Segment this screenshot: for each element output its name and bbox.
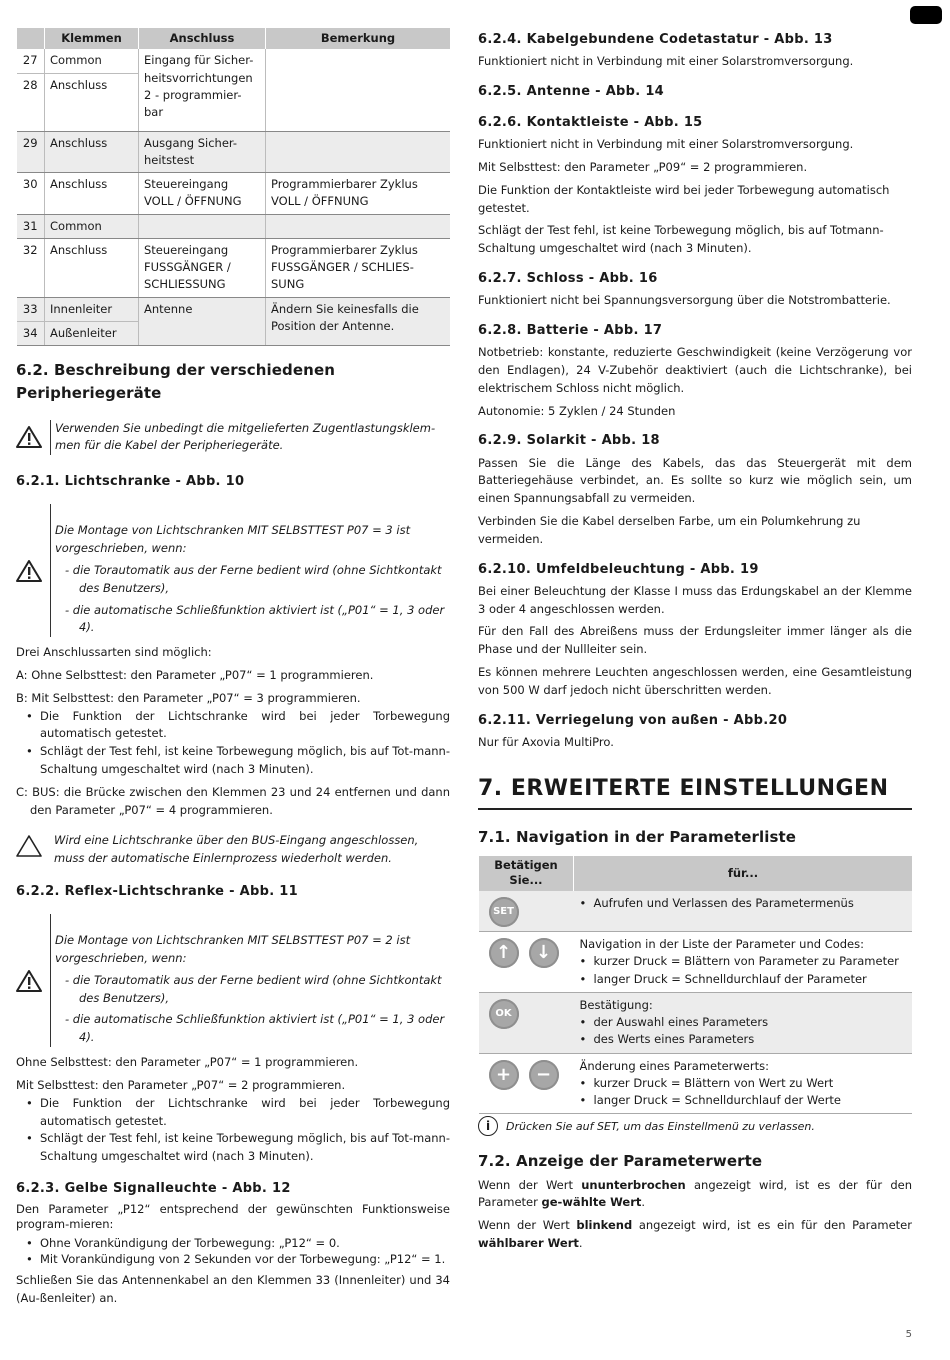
- table-header-blank: [17, 28, 45, 49]
- list-item: • Mit Vorankündigung von 2 Sekunden vor der Torbewegung: „P12“ = 1.: [40, 1251, 450, 1267]
- navigation-table: [478, 856, 912, 1114]
- section-6-2-10-title: 6.2.10. Umfeldbeleuchtung - Abb. 19: [478, 561, 759, 577]
- arrow-up-button[interactable]: [489, 938, 519, 968]
- bullet-list: [16, 1235, 450, 1267]
- info-note: [478, 1116, 912, 1136]
- table-row: 29 Anschluss Ausgang Sicher-heitstest: [17, 131, 451, 173]
- table-row: 32 Anschluss Steuereingang FUSSGÄNGER / SCHLIESSUNG Programmierbarer Zyklus FUSSGÄNGER / SCHLIES-SUNG: [17, 238, 451, 297]
- warning-icon: [16, 425, 42, 449]
- table-header-function: für...: [574, 856, 913, 891]
- terminal-table: [16, 28, 450, 346]
- paragraph: Mit Selbsttest: den Parameter „P07“ = 2 programmieren.: [16, 1077, 346, 1092]
- paragraph: Für den Fall des Abreißens muss der Erdungsleiter immer länger als die Phase und der Nullleiter sein.: [478, 624, 912, 657]
- paragraph: Notbetrieb: konstante, reduzierte Geschwindigkeit (keine Verzögerung vor den Endlagen), 24 V-Zubehör deaktiviert (auch die Lichtschranke), bei elektrischem Schloss nicht möglich.: [478, 345, 912, 395]
- plus-button[interactable]: [489, 1060, 519, 1090]
- caution-triangle-icon: [16, 834, 42, 858]
- table-row: 27 Common Eingang für Sicher-heitsvorrichtungen 2 - programmier-bar: [17, 49, 451, 73]
- warning-item: - die Torautomatik aus der Ferne bedient wird (ohne Sichtkontakt des Benutzers),: [65, 972, 442, 1005]
- paragraph: Drei Anschlussarten sind möglich:: [16, 645, 212, 660]
- paragraph: C: BUS: die Brücke zwischen den Klemmen 23 und 24 entfernen und dann den Parameter „P07“ = 4 programmieren.: [16, 784, 450, 817]
- paragraph: Es können mehrere Leuchten angeschlossen werden, eine Gesamtleistung von 500 W darf jedoch nicht überschritten werden.: [478, 665, 912, 697]
- paragraph: Schlägt der Test fehl, ist keine Torbewegung möglich, bis auf Totmann-Schaltung umgeschaltet wird (nach 3 Minuten).: [478, 223, 884, 256]
- section-6-2-9-title: 6.2.9. Solarkit - Abb. 18: [478, 433, 660, 449]
- left-column: [16, 28, 450, 1308]
- list-item: • der Auswahl eines Parameters: [594, 1014, 907, 1031]
- warning-box: [16, 420, 450, 456]
- table-row: 34 Außenleiter: [17, 321, 451, 345]
- list-item: • Die Funktion der Lichtschranke wird bei jeder Torbewegung automatisch getestet.: [40, 708, 450, 744]
- list-item: • Aufrufen und Verlassen des Parametermenüs: [594, 895, 907, 912]
- bullet-list: [16, 708, 450, 779]
- table-row: 31 Common: [17, 214, 451, 238]
- list-item: • Schlägt der Test fehl, ist keine Torbewegung möglich, bis auf Tot-mann-Schaltung umgeschaltet wird (nach 3 Minuten).: [40, 743, 450, 779]
- paragraph: Funktioniert nicht in Verbindung mit einer Solarstromversorgung.: [478, 137, 854, 152]
- paragraph: Ohne Selbsttest: den Parameter „P07“ = 1 programmieren.: [16, 1055, 359, 1070]
- table-header-klemmen: Klemmen: [45, 28, 139, 49]
- list-item: • Schlägt der Test fehl, ist keine Torbewegung möglich, bis auf Tot-mann-Schaltung umgeschaltet wird (nach 3 Minuten).: [40, 1130, 450, 1166]
- plus-icon: +: [495, 1063, 512, 1085]
- section-6-2-title: 6.2. Beschreibung der verschiedenen Peripheriegeräte: [16, 361, 335, 403]
- table-row: 33 Innenleiter Antenne Ändern Sie keinesfalls die Position der Antenne.: [17, 297, 451, 321]
- section-7-2-title: 7.2. Anzeige der Parameterwerte: [478, 1152, 763, 1171]
- paragraph: Schließen Sie das Antennenkabel an den Klemmen 33 (Innenleiter) und 34 (Au-ßenleiter) an.: [16, 1273, 450, 1305]
- warning-item: - die Torautomatik aus der Ferne bedient wird (ohne Sichtkontakt des Benutzers),: [65, 562, 442, 595]
- list-item: • kurzer Druck = Blättern von Parameter zu Parameter: [594, 953, 907, 970]
- section-6-2-4-title: 6.2.4. Kabelgebundene Codetastatur - Abb. 13: [478, 32, 833, 47]
- section-6-2-5-title: 6.2.5. Antenne - Abb. 14: [478, 83, 665, 99]
- paragraph: Mit Selbsttest: den Parameter „P09“ = 2 programmieren.: [478, 160, 808, 175]
- warning-icon: [16, 559, 42, 583]
- warning-item: - die automatische Schließfunktion aktiviert ist („P01“ = 1, 3 oder 4).: [65, 602, 445, 635]
- table-header-anschluss: Anschluss: [139, 28, 266, 49]
- paragraph: Autonomie: 5 Zyklen / 24 Stunden: [478, 403, 676, 418]
- list-item: • kurzer Druck = Blättern von Wert zu Wert: [594, 1075, 907, 1092]
- paragraph: Funktioniert nicht bei Spannungsversorgung über die Notstrombatterie.: [478, 293, 891, 308]
- arrow-down-button[interactable]: [529, 938, 559, 968]
- list-item: • langer Druck = Schnelldurchlauf der Parameter: [594, 971, 907, 988]
- warning-text: Verwenden Sie unbedingt die mitgelieferten Zugentlastungsklem-men für die Kabel der Peripheriegeräte.: [50, 420, 450, 456]
- table-row: 30 Anschluss Steuereingang VOLL / ÖFFNUNG Programmierbarer Zyklus VOLL / ÖFFNUNG: [17, 173, 451, 215]
- list-item: • langer Druck = Schnelldurchlauf der Werte: [594, 1092, 907, 1109]
- warning-icon: [16, 969, 42, 993]
- minus-icon: −: [535, 1063, 552, 1085]
- paragraph: Wenn der Wert blinkend angezeigt wird, ist es ein für den Parameter wählbarer Wert.: [478, 1218, 912, 1250]
- section-7-1-title: 7.1. Navigation in der Parameterliste: [478, 827, 797, 846]
- ok-button[interactable]: OK: [489, 999, 519, 1029]
- page-number: 5: [905, 1328, 912, 1340]
- paragraph: Verbinden Sie die Kabel derselben Farbe, um ein Polumkehrung zu vermeiden.: [478, 514, 861, 546]
- paragraph: Bei einer Beleuchtung der Klasse I muss das Erdungskabel an der Klemme 3 oder 4 angeschlossen werden.: [478, 583, 912, 616]
- table-row: ↑ ↓ Navigation in der Liste der Parameter und Codes: • kurzer Druck = Blättern von Parameter zu Parameter • langer Druck = Schnelldurchlauf der Parameter: [479, 932, 913, 993]
- list-item: • Die Funktion der Lichtschranke wird bei jeder Torbewegung automatisch getestet.: [40, 1095, 450, 1131]
- language-tab: [910, 6, 942, 24]
- section-6-2-1-title: 6.2.1. Lichtschranke - Abb. 10: [16, 474, 245, 490]
- warning-item: - die automatische Schließfunktion aktiviert ist („P01“ = 1, 3 oder 4).: [65, 1012, 445, 1045]
- section-6-2-8-title: 6.2.8. Batterie - Abb. 17: [478, 323, 663, 339]
- caution-box: [16, 832, 450, 868]
- table-header-bemerkung: Bemerkung: [266, 28, 451, 49]
- paragraph: Funktioniert nicht in Verbindung mit einer Solarstromversorgung.: [478, 54, 854, 69]
- section-6-2-3-title: 6.2.3. Gelbe Signalleuchte - Abb. 12: [16, 1180, 291, 1196]
- section-6-2-2-title: 6.2.2. Reflex-Lichtschranke - Abb. 11: [16, 884, 298, 900]
- section-6-2-6-title: 6.2.6. Kontaktleiste - Abb. 15: [478, 115, 703, 131]
- warning-box: [16, 914, 450, 1047]
- paragraph: Den Parameter „P12“ entsprechend der gewünschten Funktionsweise program-mieren:: [16, 1202, 450, 1232]
- paragraph: Passen Sie die Länge des Kabels, das das Steuergerät mit dem Batteriegehäuse verbindet, an. Es sollte so kurz wie möglich sein, um einen Spannungsabfall zu vermeiden.: [478, 455, 912, 506]
- list-item: • des Werts eines Parameters: [594, 1031, 907, 1048]
- caution-text: Wird eine Lichtschranke über den BUS-Eingang angeschlossen, muss der automatische Einlernprozess wiederholt werden.: [54, 833, 419, 866]
- set-button[interactable]: SET: [489, 897, 519, 927]
- chapter-7-title: 7. ERWEITERTE EINSTELLUNGEN: [478, 772, 912, 810]
- paragraph: Die Funktion der Kontaktleiste wird bei jeder Torbewegung automatisch getestet.: [478, 182, 890, 215]
- table-row: [479, 891, 913, 932]
- table-row: 28 Anschluss: [17, 73, 451, 131]
- info-text: Drücken Sie auf SET, um das Einstellmenü zu verlassen.: [506, 1119, 815, 1133]
- paragraph: B: Mit Selbsttest: den Parameter „P07“ = 3 programmieren.: [16, 690, 361, 705]
- table-header-buttons: Betätigen Sie...: [479, 856, 574, 891]
- table-row: OK Bestätigung: • der Auswahl eines Parameters • des Werts eines Parameters: [479, 992, 913, 1053]
- paragraph: Nur für Axovia MultiPro.: [478, 734, 614, 749]
- bullet-list: [16, 1095, 450, 1166]
- list-item: • Ohne Vorankündigung der Torbewegung: „P12“ = 0.: [40, 1235, 450, 1251]
- warning-intro: Die Montage von Lichtschranken MIT SELBSTTEST P07 = 3 ist vorgeschrieben, wenn:: [55, 523, 411, 556]
- warning-box: [16, 504, 450, 637]
- minus-button[interactable]: [529, 1060, 559, 1090]
- arrow-up-icon: ↑: [495, 942, 512, 963]
- paragraph: Wenn der Wert ununterbrochen angezeigt wird, ist es der für den Parameter ge-wählte Wert.: [478, 1177, 912, 1210]
- arrow-down-icon: ↓: [535, 942, 552, 963]
- paragraph: A: Ohne Selbsttest: den Parameter „P07“ = 1 programmieren.: [16, 667, 374, 682]
- section-6-2-11-title: 6.2.11. Verriegelung von außen - Abb.20: [478, 712, 788, 728]
- table-row: + − Änderung eines Parameterwerts: • kurzer Druck = Blättern von Wert zu Wert • langer Druck = Schnelldurchlauf der Werte: [479, 1053, 913, 1114]
- right-column: [478, 28, 912, 1253]
- info-icon: i: [478, 1116, 498, 1136]
- section-6-2-7-title: 6.2.7. Schloss - Abb. 16: [478, 271, 658, 287]
- warning-intro: Die Montage von Lichtschranken MIT SELBSTTEST P07 = 2 ist vorgeschrieben, wenn:: [55, 933, 411, 966]
